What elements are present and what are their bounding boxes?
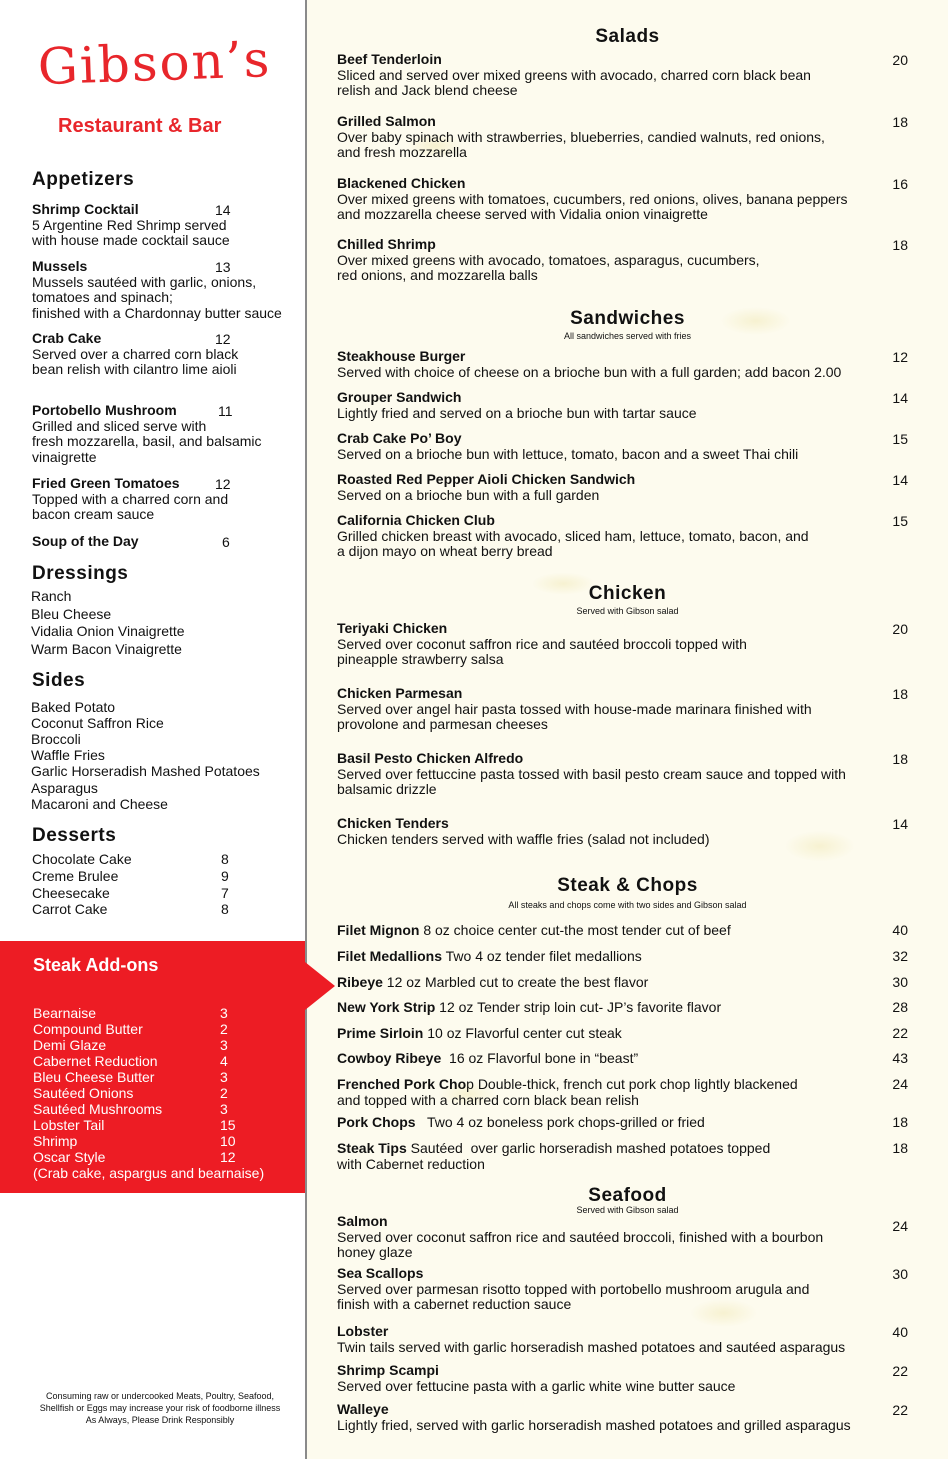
seafood-subtitle: Served with Gibson salad [576, 1205, 679, 1215]
steak-item [337, 974, 648, 990]
sandwiches-item-name: Crab Cake Po’ Boy [337, 430, 462, 446]
steak-item-price: 32 [892, 948, 908, 964]
steak-item-name: Ribeye [337, 974, 383, 990]
chicken-item-desc: Served over coconut saffron rice and sautéed broccoli topped with [337, 635, 747, 652]
side-item: Waffle Fries [31, 747, 105, 764]
steak-item [337, 922, 731, 938]
appetizer-desc: Mussels sautéed with garlic, onions, [32, 273, 257, 290]
sandwiches-item-desc: a dijon mayo on wheat berry bread [337, 543, 553, 560]
salads-item-price: 18 [892, 114, 908, 130]
addon-name: Cabernet Reduction [33, 1053, 158, 1069]
steak-item-desc: 10 oz Flavorful center cut steak [423, 1025, 622, 1041]
salads-item-desc: Sliced and served over mixed greens with avocado, charred corn black bean [337, 66, 811, 83]
steak-item [337, 1050, 638, 1066]
addon-name: Demi Glaze [33, 1037, 107, 1053]
chicken-subtitle: Served with Gibson salad [576, 606, 679, 616]
steak-item [337, 999, 721, 1015]
sandwiches-item-desc: Served on a brioche bun with a full garden [337, 486, 600, 503]
appetizer-desc: Topped with a charred corn and [32, 490, 229, 507]
steak-item-desc: Sautéed over garlic horseradish mashed potatoes topped [406, 1140, 771, 1156]
chicken-item-price: 20 [892, 621, 908, 637]
brand-tagline: Restaurant & Bar [58, 115, 222, 137]
appetizer-price: 11 [218, 403, 233, 419]
seafood-heading: Seafood [588, 1185, 667, 1206]
dressing-item: Vidalia Onion Vinaigrette [31, 623, 185, 639]
steak-item [337, 1076, 798, 1092]
sandwiches-subtitle: All sandwiches served with fries [563, 331, 692, 341]
addon-name: Oscar Style [33, 1149, 106, 1165]
steak-item [337, 948, 642, 964]
seafood-item-price: 24 [892, 1218, 908, 1234]
seafood-item-desc: honey glaze [337, 1244, 413, 1261]
appetizer-price: 14 [215, 202, 231, 218]
disclaimer-line: As Always, Please Drink Responsibly [85, 1415, 235, 1425]
chicken-item-name: Teriyaki Chicken [337, 620, 448, 636]
salads-item-name: Grilled Salmon [337, 113, 436, 129]
arrow-icon [305, 962, 335, 1010]
appetizer-price: 13 [215, 259, 231, 275]
steak-item-name: Steak Tips [337, 1140, 407, 1156]
addon-name: Compound Butter [33, 1021, 143, 1037]
sandwiches-item-name: California Chicken Club [337, 512, 495, 528]
sandwiches-item-price: 15 [892, 431, 908, 447]
addon-name: Shrimp [33, 1133, 78, 1149]
appetizer-name: Soup of the Day [32, 533, 139, 549]
steak-item-name: New York Strip [337, 999, 436, 1015]
steak-item-desc: 12 oz Tender strip loin cut- JP’s favorite flavor [435, 999, 722, 1015]
chicken-item-price: 18 [892, 686, 908, 702]
salads-item-desc: Over baby spinach with strawberries, blueberries, candied walnuts, red onions, [337, 128, 825, 145]
side-item: Garlic Horseradish Mashed Potatoes [31, 763, 260, 780]
dessert-price: 8 [221, 851, 229, 867]
sandwiches-item-desc: Served on a brioche bun with lettuce, tomato, bacon and a sweet Thai chili [337, 445, 799, 462]
salads-item-price: 18 [892, 237, 908, 253]
dressing-item: Warm Bacon Vinaigrette [31, 640, 182, 657]
addon-price: 4 [220, 1053, 228, 1069]
steak-chops-subtitle: All steaks and chops come with two sides and Gibson salad [508, 900, 747, 910]
side-item: Broccoli [31, 731, 81, 748]
steak-item-name: Prime Sirloin [337, 1025, 424, 1041]
appetizer-desc: fresh mozzarella, basil, and balsamic [32, 433, 262, 449]
addon-name: Bleu Cheese Butter [33, 1069, 155, 1085]
steak-item-name: Filet Mignon [337, 922, 420, 938]
dessert-name: Carrot Cake [32, 901, 108, 918]
dessert-price: 9 [221, 867, 229, 884]
appetizer-desc: Served over a charred corn black [32, 345, 239, 362]
appetizer-price: 12 [215, 331, 231, 347]
sandwiches-heading: Sandwiches [570, 308, 685, 329]
chicken-item-price: 18 [892, 751, 908, 767]
salads-item-desc: and fresh mozzarella [337, 144, 467, 161]
steak-item-name: Frenched Pork Cho [337, 1076, 467, 1092]
addon-name: Sautéed Mushrooms [33, 1101, 163, 1117]
steak-item-name: Filet Medallions [337, 948, 443, 964]
steak-item-name: Pork Chops [337, 1114, 416, 1130]
appetizer-name: Mussels [32, 258, 88, 274]
seafood-item-price: 22 [892, 1402, 908, 1418]
steak-item-desc: 8 oz choice center cut-the most tender cut of beef [419, 922, 731, 938]
seafood-item-name: Shrimp Scampi [337, 1362, 439, 1378]
brand-logo: Gibson’s [36, 30, 273, 97]
steak-addons-note: (Crab cake, aspargus and bearnaise) [33, 1165, 265, 1181]
salads-item-desc: relish and Jack blend cheese [337, 82, 518, 99]
chicken-item-price: 14 [892, 816, 908, 832]
steak-item-name: Cowboy Ribeye [337, 1050, 442, 1066]
dressing-item: Bleu Cheese [31, 605, 112, 622]
seafood-item-price: 22 [892, 1363, 908, 1379]
steak-chops-heading: Steak & Chops [557, 875, 698, 896]
seafood-item-price: 30 [892, 1266, 908, 1282]
seafood-item-name: Lobster [337, 1323, 389, 1339]
chicken-item-name: Chicken Parmesan [337, 685, 463, 701]
salads-item-desc: and mozzarella cheese served with Vidalia onion vinaigrette [337, 206, 708, 223]
salads-item-name: Beef Tenderloin [337, 51, 442, 67]
steak-item [337, 1025, 622, 1041]
appetizer-desc: finished with a Chardonnay butter sauce [32, 304, 282, 321]
chicken-item-name: Basil Pesto Chicken Alfredo [337, 750, 524, 766]
appetizer-name: Shrimp Cocktail [32, 201, 139, 217]
addon-price: 10 [220, 1133, 236, 1149]
appetizers-heading: Appetizers [32, 169, 135, 190]
salads-heading: Salads [595, 26, 660, 47]
addon-price: 3 [220, 1101, 228, 1117]
side-item: Baked Potato [31, 699, 116, 715]
sandwiches-item-price: 12 [892, 349, 908, 365]
addon-name: Sautéed Onions [33, 1085, 134, 1101]
steak-item-desc-2: with Cabernet reduction [337, 1156, 485, 1172]
appetizer-desc: tomatoes and spinach; [32, 289, 173, 305]
sandwiches-item-price: 14 [892, 390, 908, 406]
chicken-item-desc: pineapple strawberry salsa [337, 651, 504, 668]
appetizer-price: 6 [222, 534, 230, 550]
seafood-item-desc: Served over fettucine pasta with a garlic white wine butter sauce [337, 1377, 736, 1394]
salads-item-price: 20 [892, 52, 908, 68]
salads-item-desc: Over mixed greens with tomatoes, cucumbers, red onions, olives, banana peppers [337, 190, 848, 207]
steak-item-price: 18 [892, 1114, 908, 1130]
side-item: Coconut Saffron Rice [31, 715, 164, 732]
steak-item [337, 1114, 705, 1130]
appetizer-desc: Grilled and sliced serve with [32, 417, 207, 434]
seafood-item-name: Walleye [337, 1401, 389, 1417]
addon-price: 12 [220, 1149, 236, 1165]
chicken-item-desc: balsamic drizzle [337, 781, 437, 798]
sandwiches-item-desc: Grilled chicken breast with avocado, sliced ham, lettuce, tomato, bacon, and [337, 527, 809, 544]
dessert-name: Chocolate Cake [32, 851, 132, 867]
steak-item-price: 22 [892, 1025, 908, 1041]
appetizer-desc: with house made cocktail sauce [32, 232, 230, 248]
appetizer-name: Crab Cake [32, 330, 102, 346]
appetizer-name: Fried Green Tomatoes [32, 475, 180, 491]
salads-item-price: 16 [892, 176, 908, 192]
side-item: Asparagus [31, 779, 98, 796]
steak-item-desc: Two 4 oz tender filet medallions [442, 948, 642, 964]
seafood-item-desc: Twin tails served with garlic horseradish mashed potatoes and sautéed asparagus [337, 1338, 846, 1355]
dessert-price: 7 [221, 884, 229, 901]
sandwiches-item-desc: Lightly fried and served on a brioche bun with tartar sauce [337, 404, 697, 421]
appetizer-name: Portobello Mushroom [32, 402, 177, 418]
seafood-item-desc: Lightly fried, served with garlic horseradish mashed potatoes and grilled asparagus [337, 1416, 851, 1433]
salads-item-desc: red onions, and mozzarella balls [337, 267, 538, 284]
salads-item-name: Blackened Chicken [337, 175, 466, 191]
sandwiches-item-name: Roasted Red Pepper Aioli Chicken Sandwich [337, 471, 636, 487]
sandwiches-item-desc: Served with choice of cheese on a brioche bun with a full garden; add bacon 2.00 [337, 363, 842, 380]
seafood-item-desc: Served over coconut saffron rice and sautéed broccoli, finished with a bourbon [337, 1228, 824, 1245]
chicken-item-desc: provolone and parmesan cheeses [337, 716, 548, 733]
seafood-item-desc: finish with a cabernet reduction sauce [337, 1296, 572, 1313]
sandwiches-item-price: 15 [892, 513, 908, 529]
addon-name: Bearnaise [33, 1005, 97, 1021]
appetizer-desc: bean relish with cilantro lime aioli [32, 361, 237, 377]
steak-item-price: 24 [892, 1076, 908, 1092]
sandwiches-item-name: Steakhouse Burger [337, 348, 466, 364]
addon-price: 3 [220, 1005, 228, 1021]
steak-item-desc: Two 4 oz boneless pork chops-grilled or fried [415, 1114, 705, 1130]
steak-item-desc: p Double-thick, french cut pork chop lightly blackened [466, 1076, 798, 1092]
addon-price: 3 [220, 1069, 228, 1085]
steak-item [337, 1140, 770, 1156]
seafood-item-name: Sea Scallops [337, 1265, 424, 1281]
chicken-item-desc: Served over angel hair pasta tossed with house-made marinara finished with [337, 700, 812, 717]
chicken-item-desc: Served over fettuccine pasta tossed with basil pesto cream sauce and topped with [337, 765, 846, 782]
steak-item-desc: 16 oz Flavorful bone in “beast” [441, 1050, 639, 1066]
chicken-item-name: Chicken Tenders [337, 815, 449, 831]
steak-item-price: 28 [892, 999, 908, 1015]
steak-item-desc: 12 oz Marbled cut to create the best flavor [382, 974, 649, 990]
side-item: Macaroni and Cheese [31, 795, 168, 812]
steak-item-price: 43 [892, 1050, 908, 1066]
addon-price: 15 [220, 1117, 236, 1133]
addon-price: 3 [220, 1037, 228, 1053]
disclaimer-line: Consuming raw or undercooked Meats, Poultry, Seafood, [46, 1391, 274, 1401]
seafood-item-name: Salmon [337, 1213, 388, 1229]
disclaimer-line: Shellfish or Eggs may increase your risk of foodborne illness [39, 1403, 281, 1413]
appetizer-desc: bacon cream sauce [32, 506, 155, 522]
steak-addons-heading: Steak Add-ons [33, 955, 159, 975]
appetizer-desc: 5 Argentine Red Shrimp served [32, 216, 227, 233]
seafood-item-desc: Served over parmesan risotto topped with portobello mushroom arugula and [337, 1280, 810, 1297]
sides-heading: Sides [32, 670, 86, 691]
addon-name: Lobster Tail [33, 1117, 105, 1133]
dessert-name: Creme Brulee [32, 867, 119, 884]
dessert-name: Cheesecake [32, 884, 110, 901]
addon-price: 2 [220, 1021, 228, 1037]
dressings-heading: Dressings [32, 563, 129, 584]
chicken-heading: Chicken [588, 583, 667, 604]
seafood-item-price: 40 [892, 1324, 908, 1340]
addon-price: 2 [220, 1085, 228, 1101]
chicken-item-desc: Chicken tenders served with waffle fries (salad not included) [337, 830, 710, 847]
steak-item-price: 30 [892, 974, 908, 990]
dressing-item: Ranch [31, 588, 72, 604]
salads-item-name: Chilled Shrimp [337, 236, 436, 252]
steak-item-desc-2: and topped with a charred corn black bean relish [337, 1092, 639, 1108]
appetizer-desc: vinaigrette [32, 448, 97, 465]
steak-item-price: 18 [892, 1140, 908, 1156]
salads-item-desc: Over mixed greens with avocado, tomatoes, asparagus, cucumbers, [337, 251, 760, 268]
sandwiches-item-name: Grouper Sandwich [337, 389, 462, 405]
sandwiches-item-price: 14 [892, 472, 908, 488]
appetizer-price: 12 [215, 476, 231, 492]
desserts-heading: Desserts [32, 825, 117, 846]
steak-item-price: 40 [892, 922, 908, 938]
disclaimer [20, 1390, 300, 1426]
dessert-price: 8 [221, 901, 229, 918]
